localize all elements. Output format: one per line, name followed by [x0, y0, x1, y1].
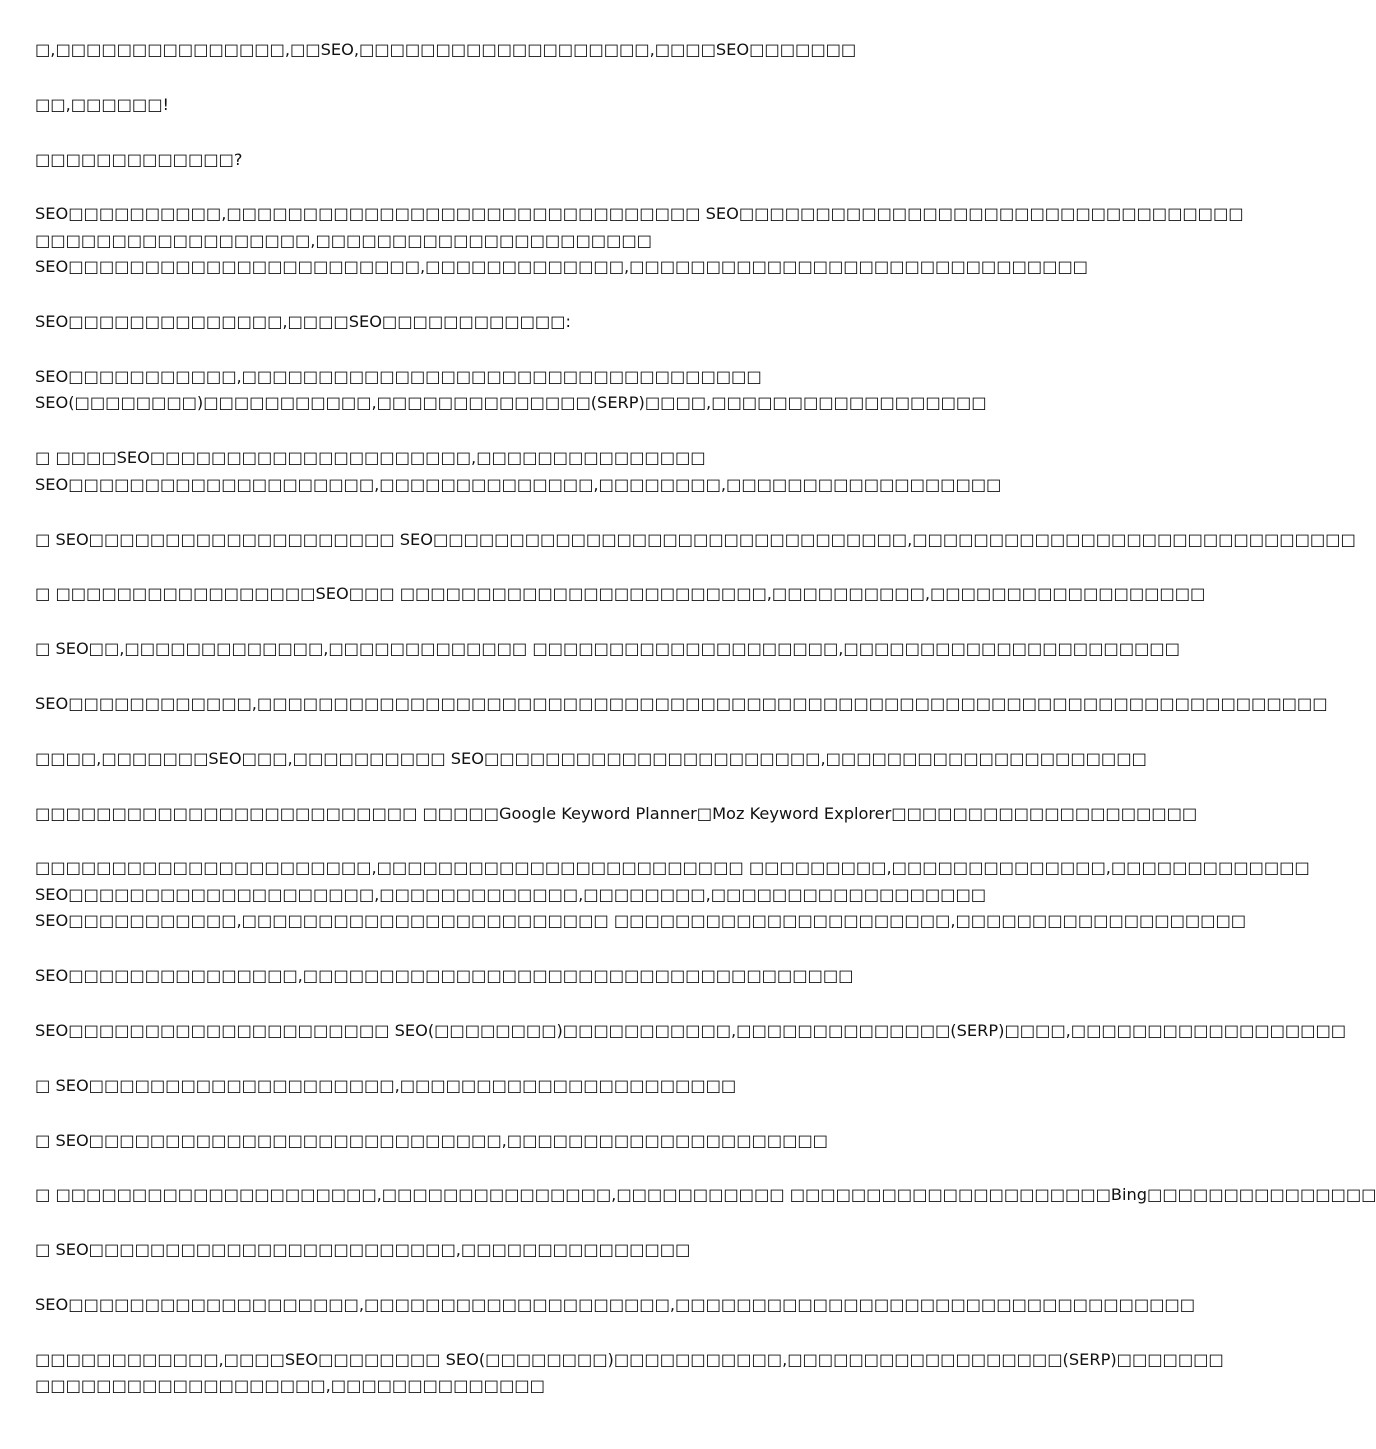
- text-line: □,□□□□□□□□□□□□□□□,□□SEO,□□□□□□□□□□□□□□□□□□□,□□□□SEO□□□□□□□: [35, 40, 857, 59]
- paragraph: [35, 1347, 1224, 1400]
- paragraph: [35, 201, 1244, 281]
- paragraph: [35, 691, 1328, 718]
- text-line: □ SEO□□,□□□□□□□□□□□□□,□□□□□□□□□□□□□ □□□□□□□□□□□□□□□□□□□□,□□□□□□□□□□□□□□□□□□□□□□: [35, 639, 1180, 659]
- text-line: □ □□□□SEO□□□□□□□□□□□□□□□□□□□□□,□□□□□□□□□□□□□□□: [35, 448, 706, 468]
- text-line: SEO□□□□□□□□□□□□□□□□□□□□,□□□□□□□□□□□□□□,□□□□□□□□,□□□□□□□□□□□□□□□□□□: [35, 474, 1002, 494]
- text-line: □□□□□□□□□□□□□□□□□□□□□□□□□ □□□□□Google Keyword Planner□Moz Keyword Explorer□□□□□□□□□□□□□□□□□□□□: [35, 803, 1198, 823]
- text-line: SEO□□□□□□□□□□□□□□□□□□□□,□□□□□□□□□□□□□,□□□□□□□□,□□□□□□□□□□□□□□□□□□: [35, 884, 987, 904]
- paragraph: [35, 1073, 995, 1100]
- paragraph: [35, 581, 1206, 608]
- text-line: □□□□□□□□□□□□□?: [35, 149, 243, 169]
- paragraph: [35, 1182, 1376, 1209]
- text-line: SEO□□□□□□□□□□,□□□□□□□□□□□□□□□□□□□□□□□□□□□□□□□ SEO□□□□□□□□□□□□□□□□□□□□□□□□□□□□□□□□□: [35, 204, 1244, 224]
- text-line: □ □□□□□□□□□□□□□□□□□□□□□,□□□□□□□□□□□□□□□,□□□□□□□□□□□ □□□□□□□□□□□□□□□□□□□□□Bing□□□□□□□□□□□□□□□: [35, 1185, 1376, 1205]
- paragraph: [35, 746, 1147, 773]
- text-line: □ SEO□□□□□□□□□□□□□□□□□□□□ SEO□□□□□□□□□□□□□□□□□□□□□□□□□□□□□□□,□□□□□□□□□□□□□□□□□□□□□□□□□□□□□: [35, 529, 1356, 549]
- paragraph: [35, 37, 995, 64]
- text-line: □ SEO□□□□□□□□□□□□□□□□□□□□□□□□,□□□□□□□□□□□□□□□: [35, 1240, 691, 1260]
- text-line: SEO□□□□□□□□□□□□□□□□□□□□□□□,□□□□□□□□□□□□□,□□□□□□□□□□□□□□□□□□□□□□□□□□□□□□: [35, 257, 1088, 277]
- text-line: □□□□□□□□□□□□□□□□□□□□□□,□□□□□□□□□□□□□□□□□□□□□□□□ □□□□□□□□□,□□□□□□□□□□□□□□,□□□□□□□□□□□□□: [35, 858, 1310, 878]
- text-line: SEO□□□□□□□□□□□□□□,□□□□SEO□□□□□□□□□□□□:: [35, 312, 571, 332]
- paragraph: [35, 92, 995, 119]
- paragraph: [35, 1292, 1196, 1319]
- paragraph: [35, 855, 1310, 935]
- text-line: □□□□□□□□□□□□,□□□□SEO□□□□□□□□ SEO(□□□□□□□□)□□□□□□□□□□□,□□□□□□□□□□□□□□□□□□(SERP)□□□□□□□: [35, 1349, 1224, 1369]
- text-line: SEO(□□□□□□□□)□□□□□□□□□□□,□□□□□□□□□□□□□□(SERP)□□□□,□□□□□□□□□□□□□□□□□□: [35, 393, 987, 413]
- paragraph: [35, 309, 995, 336]
- paragraph: [35, 527, 1356, 554]
- text-line: □ SEO□□□□□□□□□□□□□□□□□□□□,□□□□□□□□□□□□□□□□□□□□□□: [35, 1075, 737, 1095]
- paragraph: [35, 963, 995, 990]
- paragraph: [35, 801, 1198, 828]
- text-line: SEO□□□□□□□□□□□□□□□,□□□□□□□□□□□□□□□□□□□□□□□□□□□□□□□□□□□□: [35, 966, 854, 986]
- text-line: SEO□□□□□□□□□□□□,□□□□□□□□□□□□□□□□□□□□□□□□□□□□□□□□□□□□□□□□□□□□□□□□□□□□□□□□□□□□□□□□□□□□□□: [35, 693, 1328, 713]
- paragraph: [35, 445, 1002, 498]
- paragraph: [35, 1237, 995, 1264]
- document-page: [35, 37, 1376, 1428]
- paragraph: [35, 636, 1180, 663]
- text-line: □ SEO□□□□□□□□□□□□□□□□□□□□□□□□□□□,□□□□□□□□□□□□□□□□□□□□□: [35, 1130, 828, 1150]
- text-line: □□□□□□□□□□□□□□□□□□,□□□□□□□□□□□□□□□□□□□□□□: [35, 230, 652, 250]
- text-line: □ □□□□□□□□□□□□□□□□□SEO□□□ □□□□□□□□□□□□□□□□□□□□□□□□,□□□□□□□□□□,□□□□□□□□□□□□□□□□□□: [35, 584, 1206, 604]
- text-line: SEO□□□□□□□□□□□□□□□□□□□,□□□□□□□□□□□□□□□□□□□□,□□□□□□□□□□□□□□□□□□□□□□□□□□□□□□□□□□: [35, 1294, 1196, 1314]
- text-line: □□,□□□□□□!: [35, 94, 169, 114]
- paragraph: [35, 364, 995, 417]
- paragraph: [35, 1018, 1347, 1045]
- paragraph: [35, 147, 995, 174]
- text-line: SEO□□□□□□□□□□□□□□□□□□□□□ SEO(□□□□□□□□)□□□□□□□□□□□,□□□□□□□□□□□□□□(SERP)□□□□,□□□□□□□□□□□□□□□□□□: [35, 1020, 1347, 1040]
- text-line: SEO□□□□□□□□□□□,□□□□□□□□□□□□□□□□□□□□□□□□ □□□□□□□□□□□□□□□□□□□□□□,□□□□□□□□□□□□□□□□□□□: [35, 911, 1247, 931]
- paragraph: [35, 1128, 995, 1155]
- text-line: SEO□□□□□□□□□□□,□□□□□□□□□□□□□□□□□□□□□□□□□□□□□□□□□□: [35, 366, 762, 386]
- text-line: □□□□□□□□□□□□□□□□□□□,□□□□□□□□□□□□□□: [35, 1376, 545, 1396]
- text-line: □□□□,□□□□□□□SEO□□□,□□□□□□□□□□ SEO□□□□□□□□□□□□□□□□□□□□□□,□□□□□□□□□□□□□□□□□□□□□: [35, 748, 1147, 768]
